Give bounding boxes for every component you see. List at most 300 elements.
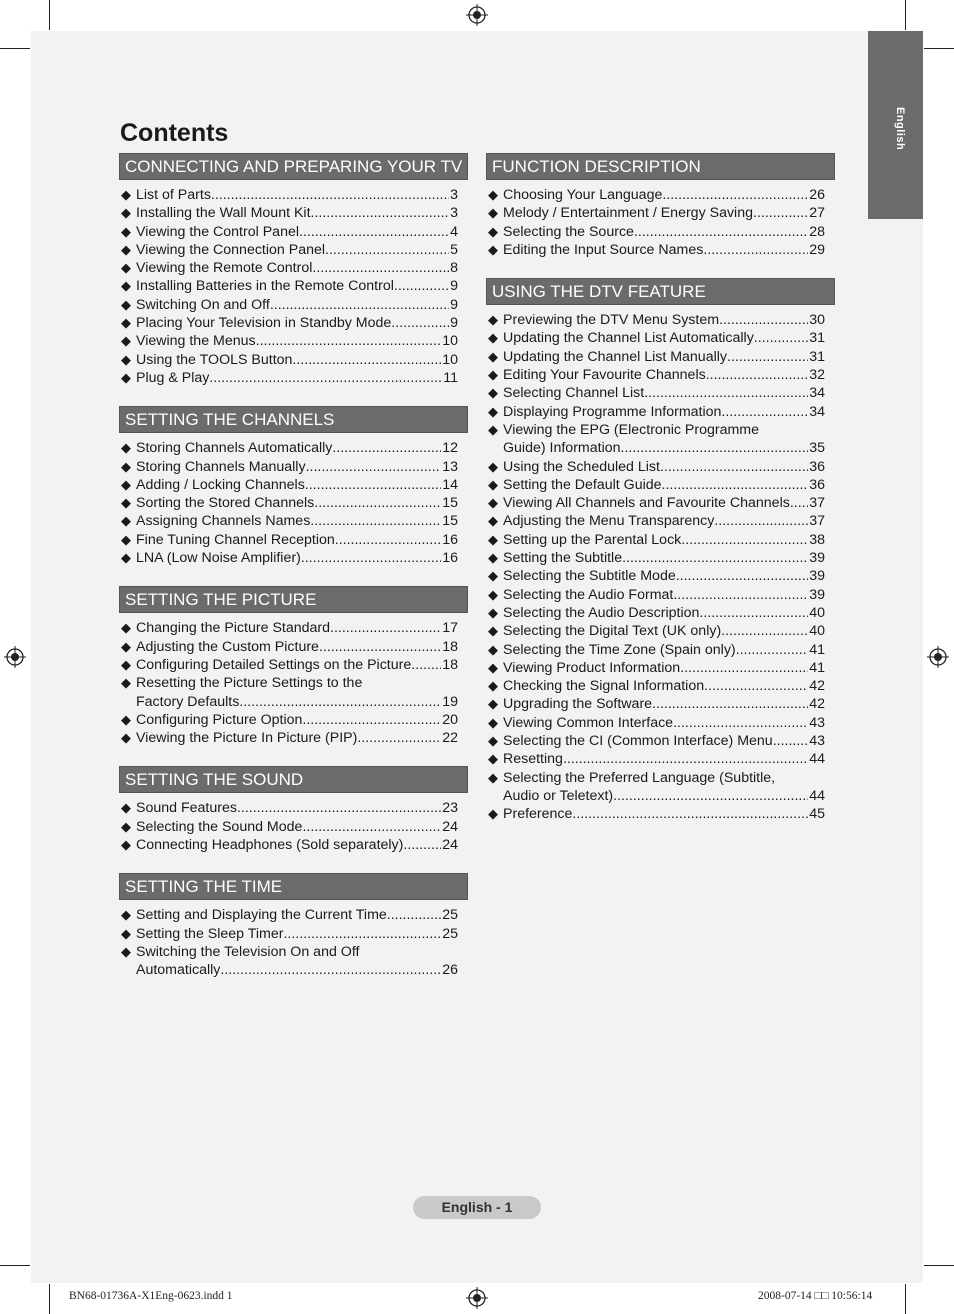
diamond-bullet-icon: ◆ bbox=[488, 241, 498, 257]
diamond-bullet-icon: ◆ bbox=[121, 458, 131, 474]
diamond-bullet-icon: ◆ bbox=[488, 604, 498, 620]
toc-entry[interactable] bbox=[121, 906, 458, 924]
toc-entry-page-number: 24 bbox=[442, 837, 458, 854]
dot-leader bbox=[736, 641, 809, 659]
diamond-bullet-icon: ◆ bbox=[121, 333, 131, 349]
dot-leader bbox=[719, 311, 808, 329]
registration-mark-icon bbox=[4, 646, 26, 668]
diamond-bullet-icon: ◆ bbox=[121, 296, 131, 312]
toc-entry[interactable] bbox=[488, 622, 825, 640]
toc-entry-label: Placing Your Television in Standby Mode bbox=[136, 315, 392, 332]
toc-entry[interactable] bbox=[488, 403, 825, 421]
toc-entry-page-number: 44 bbox=[809, 751, 825, 768]
toc-entry[interactable] bbox=[121, 277, 458, 295]
toc-entry-label: Adjusting the Menu Transparency bbox=[503, 513, 715, 530]
dot-leader bbox=[311, 204, 450, 222]
toc-entry[interactable] bbox=[488, 348, 825, 366]
toc-entry-label: Using the TOOLS Button bbox=[136, 351, 293, 368]
diamond-bullet-icon: ◆ bbox=[488, 806, 498, 822]
toc-entry-label: Selecting the Sound Mode bbox=[136, 818, 303, 835]
toc-entry[interactable] bbox=[121, 314, 458, 332]
toc-entry[interactable] bbox=[488, 641, 825, 659]
toc-entry[interactable] bbox=[488, 604, 825, 622]
crop-mark bbox=[49, 0, 50, 30]
toc-entry-page-number: 16 bbox=[442, 531, 458, 548]
toc-entry-label: Storing Channels Automatically bbox=[136, 440, 333, 457]
toc-entry[interactable] bbox=[488, 531, 825, 549]
toc-section-setting-the-picture bbox=[119, 586, 468, 747]
toc-entry-page-number: 29 bbox=[809, 241, 825, 258]
toc-entry[interactable] bbox=[121, 711, 458, 729]
diamond-bullet-icon: ◆ bbox=[488, 187, 498, 202]
crop-mark bbox=[49, 1284, 50, 1314]
toc-entry[interactable] bbox=[121, 204, 458, 222]
right-column bbox=[486, 153, 835, 843]
diamond-bullet-icon: ◆ bbox=[121, 205, 131, 221]
left-column bbox=[119, 153, 468, 999]
diamond-bullet-icon: ◆ bbox=[488, 733, 498, 749]
section-heading: CONNECTING AND PREPARING YOUR TV bbox=[119, 153, 468, 180]
toc-entry-label: Setting the Subtitle bbox=[503, 550, 623, 567]
toc-entry-page-number: 27 bbox=[809, 205, 825, 222]
toc-entry[interactable] bbox=[488, 659, 825, 677]
dot-leader bbox=[256, 332, 442, 350]
diamond-bullet-icon: ◆ bbox=[121, 260, 131, 276]
toc-entry[interactable] bbox=[121, 458, 458, 476]
toc-entry-label: Installing the Wall Mount Kit bbox=[136, 205, 311, 222]
diamond-bullet-icon: ◆ bbox=[121, 656, 131, 672]
section-heading: SETTING THE CHANNELS bbox=[119, 406, 468, 433]
language-side-tab bbox=[868, 31, 923, 219]
dot-leader bbox=[699, 604, 808, 622]
diamond-bullet-icon: ◆ bbox=[488, 476, 498, 492]
section-heading: SETTING THE SOUND bbox=[119, 766, 468, 793]
dot-leader bbox=[773, 732, 809, 750]
diamond-bullet-icon: ◆ bbox=[121, 943, 131, 959]
toc-entry[interactable] bbox=[488, 750, 825, 768]
toc-entry-label: Adjusting the Custom Picture bbox=[136, 638, 319, 655]
diamond-bullet-icon: ◆ bbox=[488, 751, 498, 767]
toc-entry-page-number: 26 bbox=[442, 962, 458, 979]
section-heading: SETTING THE TIME bbox=[119, 873, 468, 900]
toc-entry-label: Selecting the Source bbox=[503, 223, 634, 240]
dot-leader bbox=[644, 384, 808, 402]
toc-entry-page-number: 35 bbox=[809, 440, 825, 457]
toc-entry-label: Viewing the Menus bbox=[136, 333, 256, 350]
toc-entry[interactable] bbox=[488, 311, 825, 329]
toc-entry-page-number: 20 bbox=[442, 711, 458, 728]
dot-leader bbox=[673, 714, 808, 732]
toc-entry[interactable] bbox=[121, 369, 458, 387]
toc-entry[interactable] bbox=[488, 586, 825, 604]
toc-entry-page-number: 39 bbox=[809, 586, 825, 603]
dot-leader bbox=[330, 619, 441, 637]
dot-leader bbox=[332, 439, 441, 457]
toc-entry-label: Assigning Channels Names bbox=[136, 513, 311, 530]
toc-entry-label: Choosing Your Language bbox=[503, 187, 663, 203]
crop-mark bbox=[0, 1265, 30, 1266]
toc-entry-label: Selecting the Audio Format bbox=[503, 586, 674, 603]
diamond-bullet-icon: ◆ bbox=[121, 513, 131, 529]
toc-entry-page-number: 32 bbox=[809, 367, 825, 384]
crop-mark bbox=[924, 1265, 954, 1266]
toc-entry-label: Viewing the Connection Panel bbox=[136, 241, 326, 258]
toc-entry-page-number: 31 bbox=[809, 330, 825, 347]
dot-leader bbox=[270, 296, 449, 314]
toc-entry-page-number: 17 bbox=[442, 620, 458, 637]
toc-entry-page-number: 11 bbox=[443, 369, 458, 386]
dot-leader bbox=[721, 403, 808, 421]
diamond-bullet-icon: ◆ bbox=[121, 351, 131, 367]
toc-list bbox=[486, 186, 835, 259]
toc-entry[interactable] bbox=[488, 714, 825, 732]
toc-entry-label: Switching the Television On and Off bbox=[136, 943, 360, 960]
toc-entry-page-number: 10 bbox=[442, 333, 458, 350]
dot-leader bbox=[403, 836, 441, 854]
diamond-bullet-icon: ◆ bbox=[488, 421, 498, 437]
toc-entry[interactable] bbox=[488, 494, 825, 512]
toc-entry-page-number: 39 bbox=[809, 550, 825, 567]
toc-entry-label: Resetting the Picture Settings to the bbox=[136, 675, 363, 692]
toc-section-using-the-dtv-feature bbox=[486, 278, 835, 823]
diamond-bullet-icon: ◆ bbox=[121, 730, 131, 746]
toc-entry-label: Upgrading the Software bbox=[503, 696, 653, 713]
toc-entry-page-number: 8 bbox=[450, 260, 458, 277]
toc-entry-label: Setting the Default Guide bbox=[503, 476, 662, 493]
toc-entry[interactable] bbox=[121, 296, 458, 314]
toc-entry-page-number: 9 bbox=[450, 315, 458, 332]
dot-leader bbox=[220, 961, 441, 979]
diamond-bullet-icon: ◆ bbox=[488, 696, 498, 712]
toc-entry-page-number: 40 bbox=[809, 604, 825, 621]
toc-section-connecting-and-preparing-your-tv bbox=[119, 153, 468, 387]
toc-entry-page-number: 19 bbox=[442, 693, 458, 710]
toc-entry[interactable] bbox=[121, 439, 458, 457]
dot-leader bbox=[237, 799, 441, 817]
diamond-bullet-icon: ◆ bbox=[488, 531, 498, 547]
diamond-bullet-icon: ◆ bbox=[121, 315, 131, 331]
toc-entry-page-number: 25 bbox=[442, 925, 458, 942]
dot-leader bbox=[391, 314, 449, 332]
dot-leader bbox=[660, 458, 808, 476]
diamond-bullet-icon: ◆ bbox=[488, 223, 498, 239]
toc-entry-label: Viewing Common Interface bbox=[503, 714, 674, 731]
dot-leader bbox=[652, 695, 808, 713]
toc-entry-label: Displaying Programme Information bbox=[503, 403, 722, 420]
toc-entry-label: Changing the Picture Standard bbox=[136, 620, 331, 637]
toc-entry[interactable] bbox=[488, 677, 825, 695]
diamond-bullet-icon: ◆ bbox=[488, 367, 498, 383]
diamond-bullet-icon: ◆ bbox=[488, 678, 498, 694]
toc-entry-label: Switching On and Off bbox=[136, 296, 270, 313]
toc-entry-page-number: 13 bbox=[442, 458, 458, 475]
toc-entry-page-number: 45 bbox=[809, 806, 825, 823]
dot-leader bbox=[714, 512, 808, 530]
toc-entry-page-number: 9 bbox=[450, 296, 458, 313]
toc-list bbox=[119, 799, 468, 854]
dot-leader bbox=[613, 787, 808, 805]
diamond-bullet-icon: ◆ bbox=[121, 800, 131, 816]
toc-entry[interactable] bbox=[121, 259, 458, 277]
diamond-bullet-icon: ◆ bbox=[121, 223, 131, 239]
toc-entry-label: Selecting the CI (Common Interface) Menu bbox=[503, 733, 773, 750]
dot-leader bbox=[662, 186, 808, 204]
diamond-bullet-icon: ◆ bbox=[121, 837, 131, 853]
dot-leader bbox=[357, 729, 441, 747]
toc-section-setting-the-sound bbox=[119, 766, 468, 854]
toc-entry[interactable] bbox=[121, 476, 458, 494]
toc-entry-label-continued: Factory Defaults bbox=[136, 693, 240, 710]
toc-entry-page-number: 36 bbox=[809, 458, 825, 475]
toc-entry-page-number: 37 bbox=[809, 495, 825, 512]
toc-entry-page-number: 43 bbox=[809, 733, 825, 750]
diamond-bullet-icon: ◆ bbox=[121, 278, 131, 294]
toc-entry[interactable] bbox=[121, 549, 458, 567]
dot-leader bbox=[673, 586, 808, 604]
toc-entry[interactable] bbox=[488, 329, 825, 347]
toc-entry[interactable] bbox=[121, 729, 458, 747]
toc-entry-label-continued: Audio or Teletext) bbox=[503, 787, 614, 804]
dot-leader bbox=[572, 805, 808, 823]
dot-leader bbox=[325, 241, 449, 259]
toc-entry-page-number: 5 bbox=[450, 241, 458, 258]
diamond-bullet-icon: ◆ bbox=[121, 818, 131, 834]
toc-entry[interactable] bbox=[121, 223, 458, 241]
diamond-bullet-icon: ◆ bbox=[488, 550, 498, 566]
toc-entry-label: Editing Your Favourite Channels bbox=[503, 367, 706, 384]
crop-mark bbox=[905, 1284, 906, 1314]
toc-entry-label: Viewing the Remote Control bbox=[136, 260, 313, 277]
toc-entry-page-number: 34 bbox=[809, 385, 825, 402]
toc-entry-label: Viewing the Control Panel bbox=[136, 223, 299, 240]
toc-entry[interactable] bbox=[488, 476, 825, 494]
toc-list bbox=[119, 906, 468, 979]
toc-entry[interactable] bbox=[488, 384, 825, 402]
toc-list bbox=[119, 439, 468, 567]
print-slug-left: BN68-01736A-X1Eng-0623.indd 1 bbox=[69, 1290, 233, 1302]
toc-entry-page-number: 44 bbox=[809, 787, 825, 804]
toc-entry-label: Selecting the Digital Text (UK only) bbox=[503, 623, 722, 640]
toc-entry-page-number: 18 bbox=[442, 638, 458, 655]
diamond-bullet-icon: ◆ bbox=[488, 714, 498, 730]
toc-entry-label: Configuring Detailed Settings on the Picture bbox=[136, 656, 412, 673]
diamond-bullet-icon: ◆ bbox=[488, 513, 498, 529]
dot-leader bbox=[305, 476, 441, 494]
toc-entry-label: Sound Features bbox=[136, 800, 237, 817]
diamond-bullet-icon: ◆ bbox=[488, 568, 498, 584]
toc-entry-page-number: 37 bbox=[809, 513, 825, 530]
toc-entry[interactable] bbox=[121, 512, 458, 530]
section-heading: SETTING THE PICTURE bbox=[119, 586, 468, 613]
toc-entry-label: Previewing the DTV Menu System bbox=[503, 312, 720, 329]
toc-entry-label: Selecting the Preferred Language (Subtitle, bbox=[503, 769, 776, 786]
toc-entry-page-number: 38 bbox=[809, 531, 825, 548]
diamond-bullet-icon: ◆ bbox=[488, 312, 498, 328]
toc-entry[interactable] bbox=[488, 458, 825, 476]
toc-entry-page-number: 9 bbox=[450, 278, 458, 295]
toc-entry[interactable] bbox=[121, 531, 458, 549]
toc-entry[interactable] bbox=[488, 223, 825, 241]
dot-leader bbox=[621, 439, 809, 457]
toc-entry-label: Viewing All Channels and Favourite Channels bbox=[503, 495, 790, 512]
toc-entry-page-number: 25 bbox=[442, 907, 458, 924]
toc-entry[interactable] bbox=[121, 836, 458, 854]
diamond-bullet-icon: ◆ bbox=[488, 330, 498, 346]
diamond-bullet-icon: ◆ bbox=[121, 476, 131, 492]
dot-leader bbox=[292, 351, 441, 369]
diamond-bullet-icon: ◆ bbox=[488, 348, 498, 364]
registration-mark-icon bbox=[927, 646, 949, 668]
toc-entry[interactable] bbox=[488, 805, 825, 823]
toc-entry[interactable] bbox=[488, 695, 825, 713]
toc-entry[interactable] bbox=[121, 241, 458, 259]
toc-entry-label: Using the Scheduled List bbox=[503, 458, 660, 475]
dot-leader bbox=[314, 494, 441, 512]
toc-entry-label: Sorting the Stored Channels bbox=[136, 495, 315, 512]
toc-entry-label-continued: Guide) Information bbox=[503, 440, 621, 457]
diamond-bullet-icon: ◆ bbox=[488, 495, 498, 511]
dot-leader bbox=[306, 458, 442, 476]
toc-entry-label: LNA (Low Noise Amplifier) bbox=[136, 550, 301, 567]
toc-entry[interactable] bbox=[488, 366, 825, 384]
toc-entry-page-number: 15 bbox=[442, 495, 458, 512]
toc-entry[interactable] bbox=[121, 818, 458, 836]
toc-entry-label: Selecting the Audio Description bbox=[503, 604, 700, 621]
toc-entry-label: List of Parts bbox=[136, 187, 211, 203]
toc-entry[interactable] bbox=[488, 186, 825, 204]
dot-leader bbox=[283, 925, 441, 943]
toc-entry-page-number: 41 bbox=[809, 641, 825, 658]
toc-entry[interactable] bbox=[121, 351, 458, 369]
toc-entry[interactable] bbox=[121, 674, 458, 711]
toc-entry[interactable] bbox=[488, 732, 825, 750]
crop-mark bbox=[0, 48, 30, 49]
dot-leader bbox=[703, 241, 808, 259]
dot-leader bbox=[563, 750, 808, 768]
toc-entry-label: Viewing the Picture In Picture (PIP) bbox=[136, 730, 358, 747]
toc-entry-label: Configuring Picture Option bbox=[136, 711, 303, 728]
print-slug-right: 2008-07-14 □□ 10:56:14 bbox=[758, 1290, 873, 1302]
toc-entry[interactable] bbox=[121, 943, 458, 980]
toc-entry[interactable] bbox=[121, 656, 458, 674]
toc-entry-label-continued: Automatically bbox=[136, 962, 221, 979]
toc-entry-page-number: 28 bbox=[809, 223, 825, 240]
toc-entry-label: Selecting the Time Zone (Spain only) bbox=[503, 641, 736, 658]
diamond-bullet-icon: ◆ bbox=[121, 531, 131, 547]
toc-entry-label: Selecting Channel List bbox=[503, 385, 645, 402]
toc-entry[interactable] bbox=[488, 567, 825, 585]
dot-leader bbox=[335, 531, 441, 549]
diamond-bullet-icon: ◆ bbox=[121, 925, 131, 941]
toc-entry-page-number: 23 bbox=[442, 800, 458, 817]
toc-entry-page-number: 10 bbox=[442, 351, 458, 368]
diamond-bullet-icon: ◆ bbox=[488, 659, 498, 675]
toc-list bbox=[119, 619, 468, 747]
toc-entry[interactable] bbox=[121, 638, 458, 656]
toc-entry-page-number: 16 bbox=[442, 550, 458, 567]
page-title: Contents bbox=[120, 119, 229, 147]
toc-entry-page-number: 15 bbox=[442, 513, 458, 530]
diamond-bullet-icon: ◆ bbox=[121, 440, 131, 456]
dot-leader bbox=[706, 366, 809, 384]
toc-entry[interactable] bbox=[121, 925, 458, 943]
dot-leader bbox=[727, 348, 808, 366]
toc-entry-label: Storing Channels Manually bbox=[136, 458, 306, 475]
dot-leader bbox=[239, 693, 441, 711]
diamond-bullet-icon: ◆ bbox=[488, 458, 498, 474]
dot-leader bbox=[211, 186, 449, 204]
toc-entry-page-number: 43 bbox=[809, 714, 825, 731]
toc-entry[interactable] bbox=[488, 769, 825, 806]
toc-entry-page-number: 31 bbox=[809, 348, 825, 365]
toc-entry-label: Resetting bbox=[503, 751, 563, 768]
diamond-bullet-icon: ◆ bbox=[488, 586, 498, 602]
diamond-bullet-icon: ◆ bbox=[121, 550, 131, 566]
dot-leader bbox=[301, 549, 441, 567]
toc-entry-label: Viewing the EPG (Electronic Programme bbox=[503, 421, 760, 438]
toc-entry[interactable] bbox=[121, 332, 458, 350]
toc-entry-page-number: 14 bbox=[442, 476, 458, 493]
diamond-bullet-icon: ◆ bbox=[121, 241, 131, 257]
dot-leader bbox=[299, 223, 449, 241]
toc-entry-label: Connecting Headphones (Sold separately) bbox=[136, 837, 404, 854]
dot-leader bbox=[387, 906, 441, 924]
diamond-bullet-icon: ◆ bbox=[488, 403, 498, 419]
dot-leader bbox=[312, 259, 449, 277]
diamond-bullet-icon: ◆ bbox=[121, 675, 131, 691]
dot-leader bbox=[319, 638, 441, 656]
section-heading: FUNCTION DESCRIPTION bbox=[486, 153, 835, 180]
section-heading: USING THE DTV FEATURE bbox=[486, 278, 835, 305]
toc-entry[interactable] bbox=[121, 186, 458, 204]
diamond-bullet-icon: ◆ bbox=[488, 641, 498, 657]
toc-entry[interactable] bbox=[488, 512, 825, 530]
toc-entry[interactable] bbox=[488, 549, 825, 567]
dot-leader bbox=[411, 656, 441, 674]
toc-entry-label: Editing the Input Source Names bbox=[503, 241, 704, 258]
diamond-bullet-icon: ◆ bbox=[488, 205, 498, 221]
dot-leader bbox=[394, 277, 449, 295]
toc-entry[interactable] bbox=[121, 799, 458, 817]
toc-entry-page-number: 24 bbox=[442, 818, 458, 835]
toc-entry-label: Viewing Product Information bbox=[503, 659, 681, 676]
diamond-bullet-icon: ◆ bbox=[121, 187, 131, 202]
dot-leader bbox=[634, 223, 808, 241]
toc-entry-label: Setting the Sleep Timer bbox=[136, 925, 284, 942]
toc-entry[interactable] bbox=[121, 494, 458, 512]
toc-entry[interactable] bbox=[488, 241, 825, 259]
toc-entry[interactable] bbox=[488, 421, 825, 458]
page-number-badge: English - 1 bbox=[413, 1196, 541, 1219]
toc-entry-label: Updating the Channel List Manually bbox=[503, 348, 727, 365]
toc-entry[interactable] bbox=[488, 204, 825, 222]
crop-mark bbox=[924, 48, 954, 49]
dot-leader bbox=[680, 659, 808, 677]
dot-leader bbox=[302, 711, 441, 729]
toc-entry-page-number: 3 bbox=[450, 205, 458, 222]
toc-entry-page-number: 26 bbox=[809, 187, 825, 203]
toc-entry-page-number: 30 bbox=[809, 312, 825, 329]
toc-list bbox=[119, 186, 468, 387]
dot-leader bbox=[662, 476, 809, 494]
dot-leader bbox=[681, 531, 808, 549]
diamond-bullet-icon: ◆ bbox=[488, 769, 498, 785]
dot-leader bbox=[302, 818, 441, 836]
dot-leader bbox=[310, 512, 441, 530]
toc-entry[interactable] bbox=[121, 619, 458, 637]
dot-leader bbox=[209, 369, 442, 387]
toc-entry-page-number: 3 bbox=[450, 187, 458, 203]
